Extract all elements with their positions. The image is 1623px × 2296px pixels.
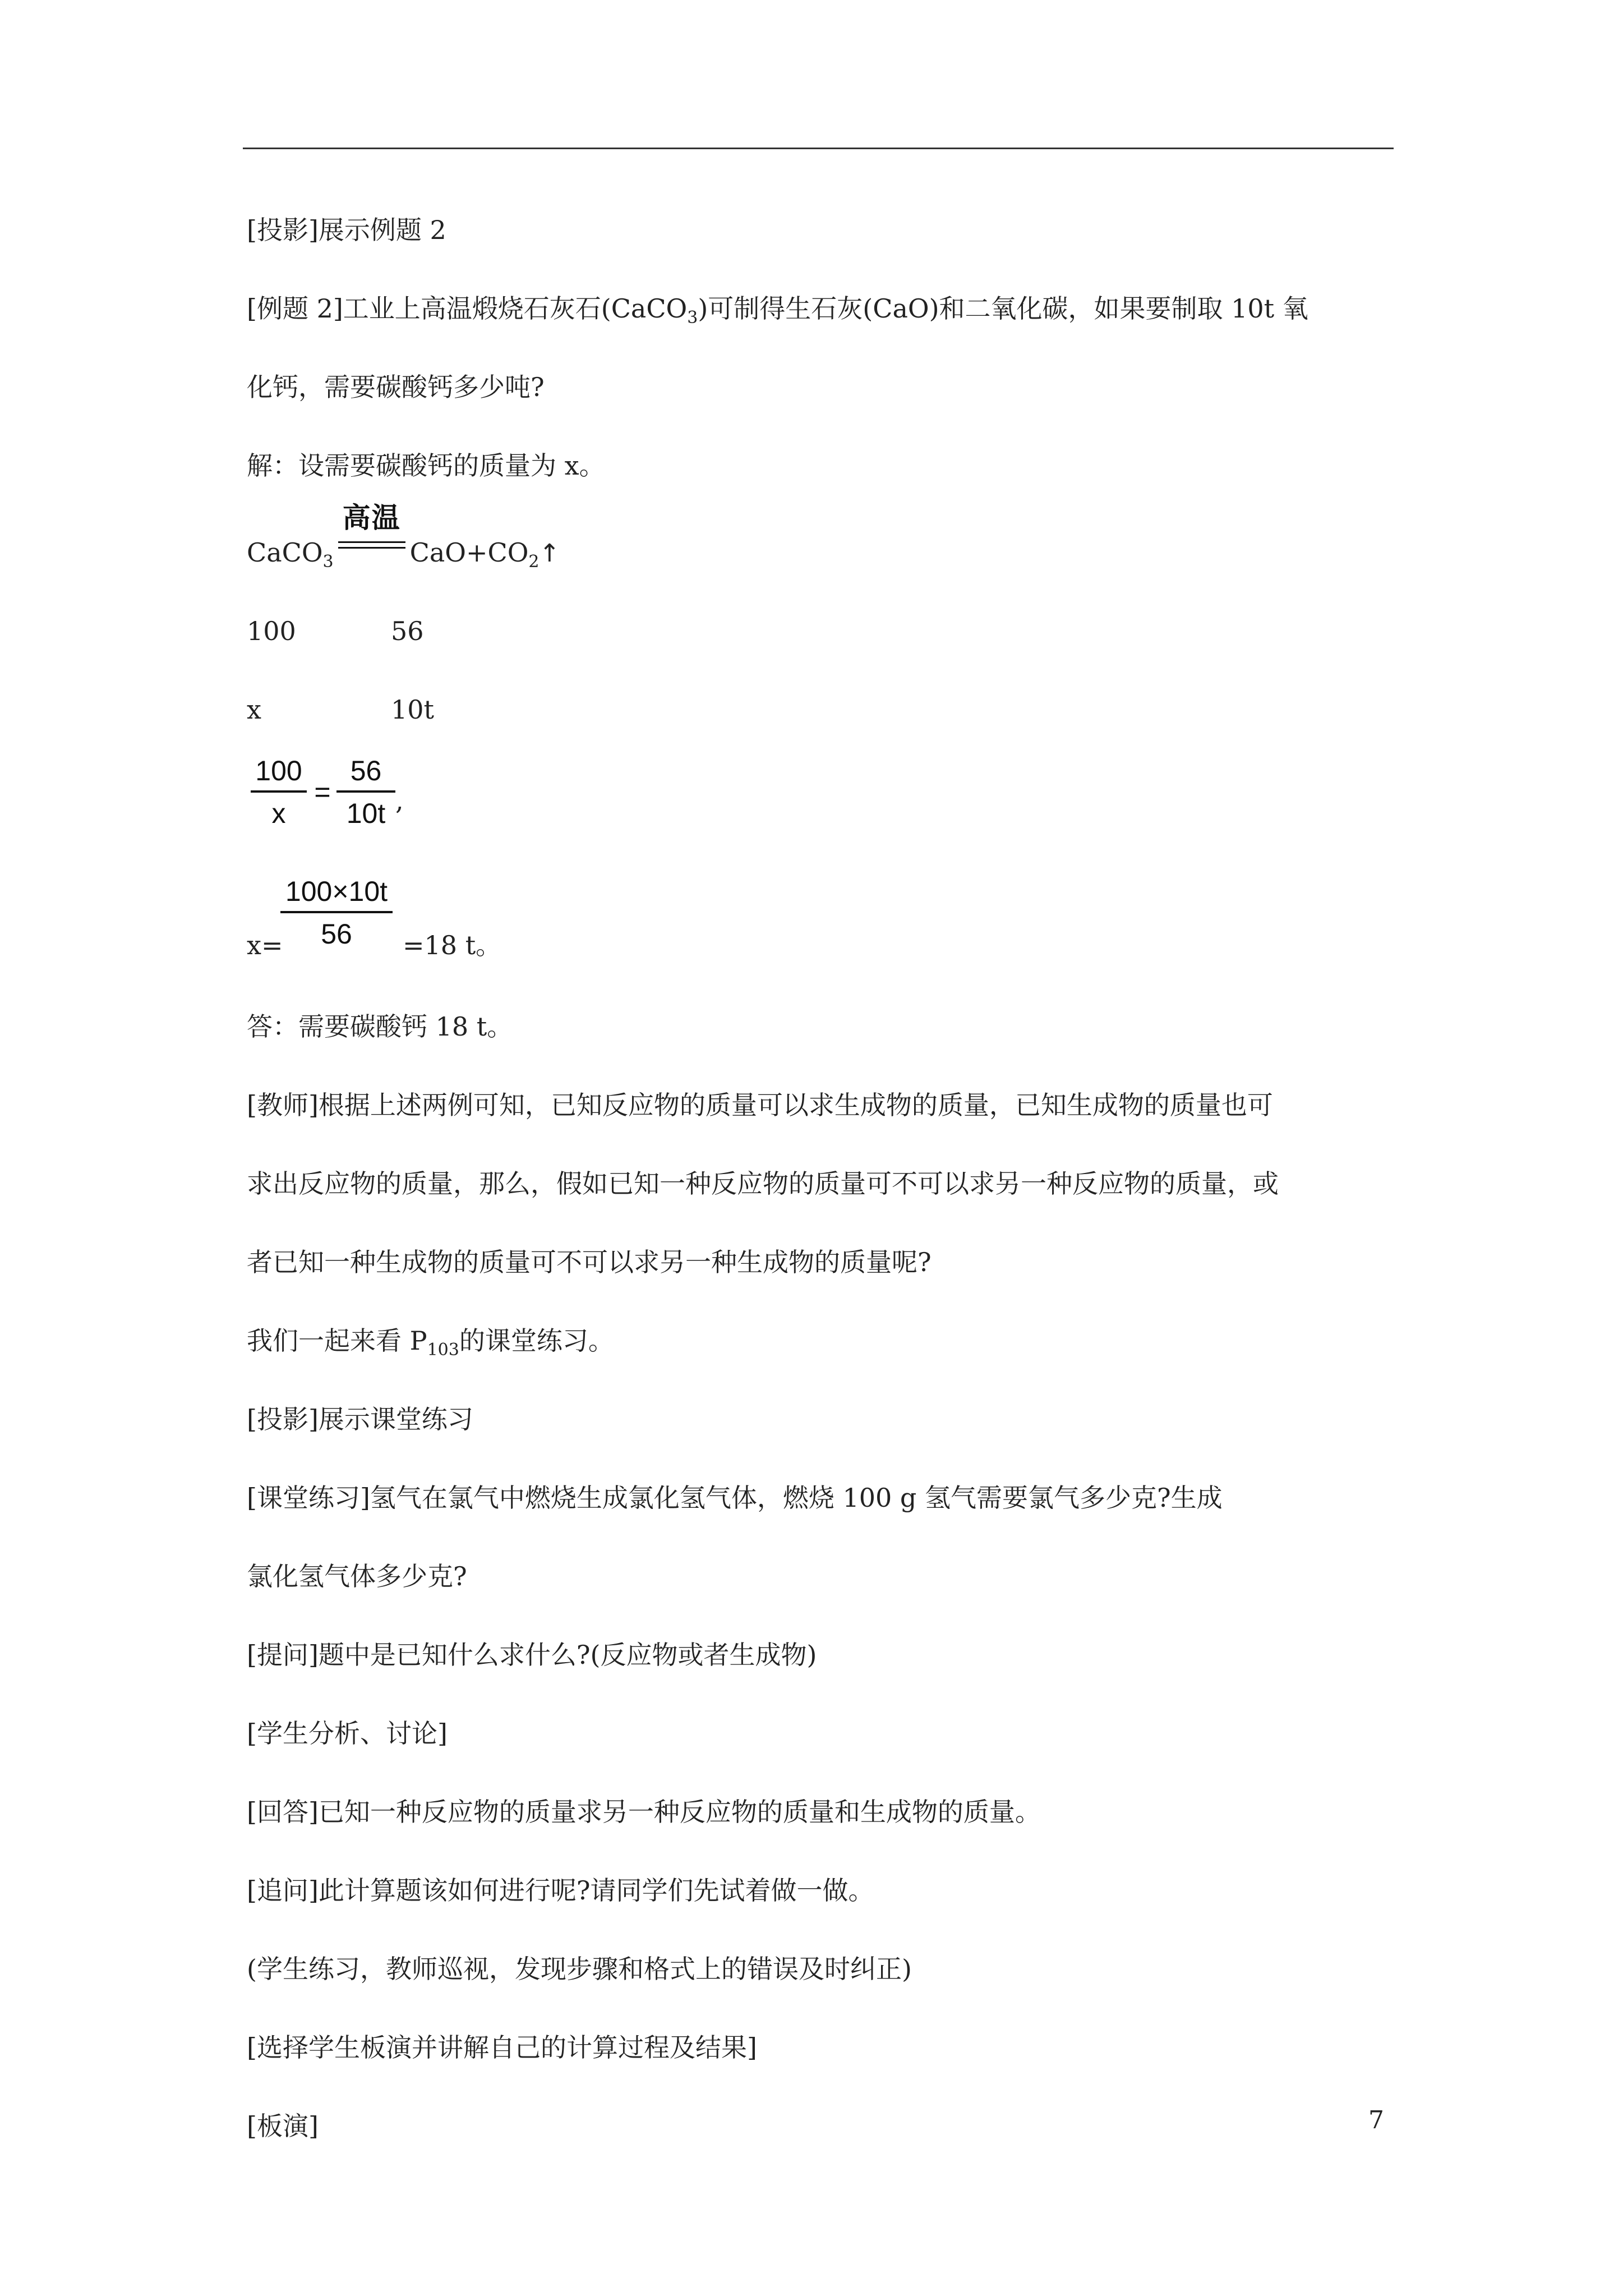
exercise-line-2: 氯化氢气体多少克?: [247, 1561, 467, 1591]
proportion-comma: ,: [395, 785, 404, 816]
x-calculation-fraction: 100×10t 56: [280, 875, 393, 950]
mass-row-right: 10t: [391, 694, 435, 725]
header-rule: [243, 148, 1394, 149]
page-number: 7: [1368, 2106, 1384, 2134]
reply-line: [回答]已知一种反应物的质量求另一种反应物的质量和生成物的质量。: [247, 1797, 1041, 1827]
example-2-line-1: [例题 2]工业上高温煅烧石灰石(CaCO$_3$)可制得生石灰(CaO)和二氧化碳，如果要制取 10t 氧: [247, 293, 1308, 328]
teacher-line-3: 者已知一种生成物的质量可不可以求另一种生成物的质量呢?: [247, 1247, 932, 1277]
follow-up-line: [追问]此计算题该如何进行呢?请同学们先试着做一做。: [247, 1875, 874, 1906]
gas-arrow-icon: ↑: [539, 539, 560, 568]
molar-mass-row: 100: [247, 616, 296, 646]
question-line: [提问]题中是已知什么求什么?(反应物或者生成物): [247, 1640, 817, 1670]
proportion-fraction-right: 56 10t: [336, 754, 395, 830]
projection-heading: [投影]展示例题 2: [247, 215, 446, 245]
discussion-line: [学生分析、讨论]: [247, 1718, 448, 1749]
example-2-line-2: 化钙，需要碳酸钙多少吨?: [247, 372, 545, 402]
exercise-line-1: [课堂练习]氢气在氯气中燃烧生成氯化氢气体，燃烧 100 g 氢气需要氯气多少克?生成: [247, 1483, 1223, 1513]
chemical-equation: CaCO$_3$ 高温 $CaO+CO_2↑$: [247, 501, 560, 572]
mass-row: x: [247, 694, 261, 725]
teacher-line-2: 求出反应物的质量，那么，假如已知一种反应物的质量可不可以求另一种反应物的质量，或: [247, 1168, 1279, 1199]
proportion-equals: =: [314, 776, 331, 808]
proportion-fraction-left: 100 x: [251, 754, 307, 830]
x-result: =18 t。: [403, 930, 502, 960]
answer-line: 答：需要碳酸钙 18 t。: [247, 1011, 513, 1042]
practice-line: (学生练习，教师巡视，发现步骤和格式上的错误及时纠正): [247, 1954, 912, 1984]
x-prefix: x=: [247, 930, 283, 960]
look-at-exercise: 我们一起来看 $P_{103}$的课堂练习。: [247, 1326, 614, 1360]
board-line: [板演]: [247, 2111, 319, 2141]
reaction-condition: 高温: [338, 536, 405, 569]
projection-exercise: [投影]展示课堂练习: [247, 1404, 473, 1434]
solution-setup: 解：设需要碳酸钙的质量为 x。: [247, 450, 605, 481]
choose-student-line: [选择学生板演并讲解自己的计算过程及结果]: [247, 2032, 757, 2063]
teacher-line-1: [教师]根据上述两例可知，已知反应物的质量可以求生成物的质量，已知生成物的质量也可: [247, 1090, 1273, 1120]
molar-mass-row-right: 56: [391, 616, 424, 646]
